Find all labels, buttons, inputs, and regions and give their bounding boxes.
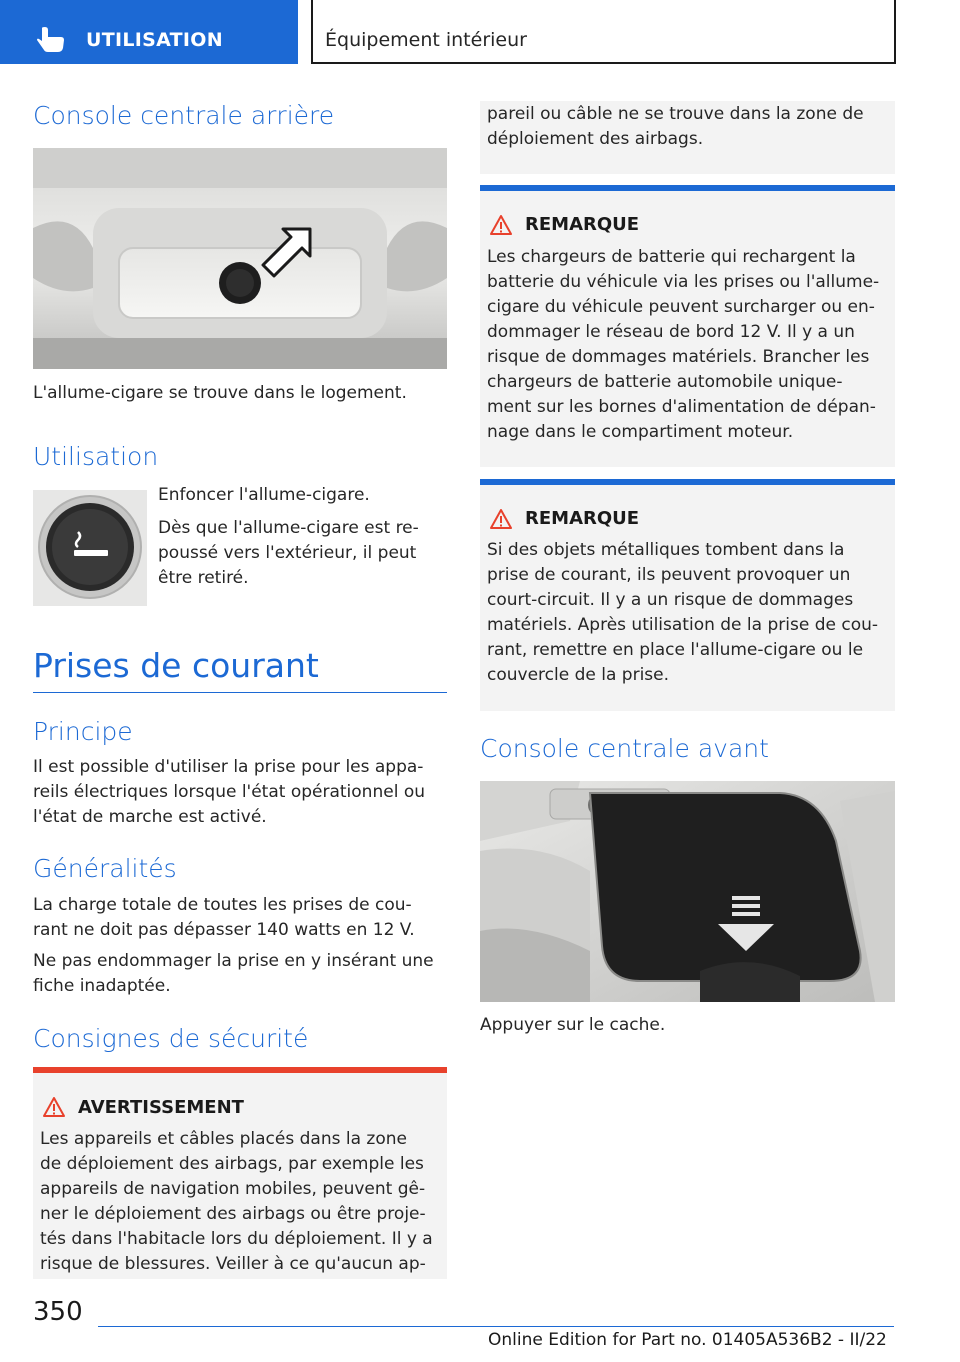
notice-line: chargeurs de batterie automobile unique-	[487, 372, 843, 392]
principle-heading: Principe	[33, 717, 133, 746]
safety-heading: Consignes de sécurité	[33, 1024, 309, 1053]
notice-line: ment sur les bornes d'alimentation de dépan-	[487, 397, 876, 417]
warning-box	[33, 1067, 447, 1279]
rear-console-image	[33, 148, 447, 369]
warning-triangle-icon	[489, 508, 513, 530]
front-console-image	[480, 781, 895, 1002]
usage-line: Enfoncer l'allume-cigare.	[158, 485, 370, 505]
general-line: fiche inadaptée.	[33, 976, 171, 996]
hand-pointer-icon	[36, 26, 66, 54]
notice-line: matériels. Après utilisation de la prise de cou-	[487, 615, 878, 635]
general-line: La charge totale de toutes les prises de cou-	[33, 895, 412, 915]
usage-line: poussé vers l'extérieur, il peut	[158, 543, 417, 563]
principle-line: l'état de marche est activé.	[33, 807, 267, 827]
usage-line: être retiré.	[158, 568, 249, 588]
usage-heading: Utilisation	[33, 442, 159, 471]
notice-bar	[480, 479, 895, 485]
front-console-heading: Console centrale avant	[480, 734, 769, 763]
heading-rule	[33, 692, 447, 693]
general-line: Ne pas endommager la prise en y insérant une	[33, 951, 434, 971]
notice-line: prise de courant, ils peuvent provoquer un	[487, 565, 851, 585]
warning-line: risque de blessures. Veiller à ce qu'aucun ap-	[40, 1254, 426, 1274]
notice-line: cigare du véhicule peuvent surcharger ou en-	[487, 297, 875, 317]
notice-line: couvercle de la prise.	[487, 665, 670, 685]
warning-line: Les appareils et câbles placés dans la zone	[40, 1129, 407, 1149]
warning-triangle-icon	[489, 214, 513, 236]
warning-title: AVERTISSEMENT	[78, 1097, 244, 1118]
rear-console-caption: L'allume-cigare se trouve dans le logement.	[33, 383, 407, 403]
front-console-caption: Appuyer sur le cache.	[480, 1015, 666, 1035]
general-line: rant ne doit pas dépasser 140 watts en 12 V.	[33, 920, 415, 940]
warning-line: appareils de navigation mobiles, peuvent gê-	[40, 1179, 426, 1199]
warning-line: déploiement des airbags.	[487, 129, 704, 149]
notice-bar	[480, 185, 895, 191]
page-number: 350	[33, 1297, 83, 1327]
warning-line: de déploiement des airbags, par exemple les	[40, 1154, 424, 1174]
notice-line: Les chargeurs de batterie qui rechargent la	[487, 247, 856, 267]
notice-title: REMARQUE	[525, 214, 640, 235]
warning-line: pareil ou câble ne se trouve dans la zone de	[487, 104, 864, 124]
rear-console-heading: Console centrale arrière	[33, 101, 335, 130]
warning-box-continued	[480, 101, 895, 174]
warning-line: tés dans l'habitacle lors du déploiement. Il y a	[40, 1229, 433, 1249]
notice-line: batterie du véhicule via les prises ou l'allume-	[487, 272, 880, 292]
notice-line: dommager le réseau de bord 12 V. Il y a un	[487, 322, 855, 342]
notice-line: nage dans le compartiment moteur.	[487, 422, 794, 442]
warning-bar	[33, 1067, 447, 1073]
notice-box	[480, 185, 895, 467]
section-label: UTILISATION	[86, 29, 223, 51]
outlets-heading: Prises de courant	[33, 646, 319, 685]
notice-box	[480, 479, 895, 711]
notice-line: Si des objets métalliques tombent dans la	[487, 540, 845, 560]
cigarette-lighter-button-image	[33, 490, 147, 606]
principle-line: Il est possible d'utiliser la prise pour les appa-	[33, 757, 424, 777]
warning-line: ner le déploiement des airbags ou être proje-	[40, 1204, 426, 1224]
usage-line: Dès que l'allume-cigare est re-	[158, 518, 419, 538]
warning-triangle-icon	[42, 1096, 66, 1118]
principle-line: reils électriques lorsque l'état opérationnel ou	[33, 782, 425, 802]
notice-line: court-circuit. Il y a un risque de dommages	[487, 590, 854, 610]
general-heading: Généralités	[33, 854, 177, 883]
notice-title: REMARQUE	[525, 508, 640, 529]
notice-line: rant, remettre en place l'allume-cigare ou le	[487, 640, 864, 660]
footer-edition: Online Edition for Part no. 01405A536B2 - II/22	[488, 1330, 887, 1350]
page-title: Équipement intérieur	[325, 29, 527, 51]
notice-line: risque de dommages matériels. Brancher les	[487, 347, 870, 367]
